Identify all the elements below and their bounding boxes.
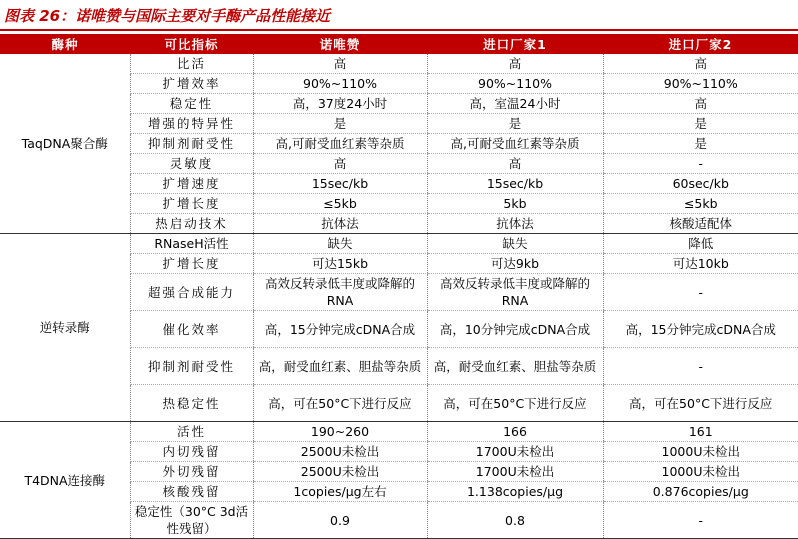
table-row — [0, 234, 798, 254]
table-row — [0, 422, 798, 442]
import1-cell: 166 — [427, 422, 603, 442]
header-import-1: 进口厂家1 — [427, 34, 603, 54]
import1-cell: 1700U未检出 — [427, 462, 603, 482]
vazyme-cell: 可达15kb — [253, 254, 427, 274]
indicator-cell: 稳定性 — [130, 94, 253, 114]
indicator-cell: 抑制剂耐受性 — [130, 348, 253, 385]
indicator-cell: 活性 — [130, 422, 253, 442]
import2-cell: ≤5kb — [603, 194, 798, 214]
group-name-t4: T4DNA连接酶 — [0, 422, 130, 539]
vazyme-cell: 190~260 — [253, 422, 427, 442]
indicator-cell: 扩增长度 — [130, 194, 253, 214]
indicator-cell: 核酸残留 — [130, 482, 253, 502]
import2-cell: 可达10kb — [603, 254, 798, 274]
import1-cell: 1.138copies/μg — [427, 482, 603, 502]
import2-cell: 0.876copies/μg — [603, 482, 798, 502]
import1-cell: 抗体法 — [427, 214, 603, 234]
indicator-cell: 稳定性（30°C 3d活性残留） — [130, 502, 253, 539]
import2-cell: 161 — [603, 422, 798, 442]
vazyme-cell: 高 — [253, 54, 427, 74]
vazyme-cell: 高 — [253, 154, 427, 174]
import2-cell: - — [603, 274, 798, 311]
import2-cell: 高 — [603, 94, 798, 114]
indicator-cell: 灵敏度 — [130, 154, 253, 174]
import1-cell: 1700U未检出 — [427, 442, 603, 462]
import1-cell: 高效反转录低丰度或降解的RNA — [427, 274, 603, 311]
vazyme-cell: 15sec/kb — [253, 174, 427, 194]
indicator-cell: 扩增效率 — [130, 74, 253, 94]
import1-cell: 0.8 — [427, 502, 603, 539]
import1-cell: 15sec/kb — [427, 174, 603, 194]
import1-cell: 高 — [427, 154, 603, 174]
import1-cell: 高 — [427, 54, 603, 74]
vazyme-cell: 2500U未检出 — [253, 462, 427, 482]
vazyme-cell: 90%~110% — [253, 74, 427, 94]
table-row — [0, 54, 798, 74]
indicator-cell: 催化效率 — [130, 311, 253, 348]
indicator-cell: 扩增长度 — [130, 254, 253, 274]
vazyme-cell: 高,可耐受血红素等杂质 — [253, 134, 427, 154]
vazyme-cell: 高效反转录低丰度或降解的RNA — [253, 274, 427, 311]
header-row — [0, 34, 798, 54]
vazyme-cell: 是 — [253, 114, 427, 134]
vazyme-cell: ≤5kb — [253, 194, 427, 214]
vazyme-cell: 高，37度24小时 — [253, 94, 427, 114]
vazyme-cell: 缺失 — [253, 234, 427, 254]
header-import-2: 进口厂家2 — [603, 34, 798, 54]
import2-cell: 核酸适配体 — [603, 214, 798, 234]
import2-cell: - — [603, 154, 798, 174]
import1-cell: 5kb — [427, 194, 603, 214]
indicator-cell: 超强合成能力 — [130, 274, 253, 311]
import2-cell: 60sec/kb — [603, 174, 798, 194]
indicator-cell: 抑制剂耐受性 — [130, 134, 253, 154]
import2-cell: 降低 — [603, 234, 798, 254]
group-name-rt: 逆转录酶 — [0, 234, 130, 422]
indicator-cell: 外切残留 — [130, 462, 253, 482]
import2-cell: 高 — [603, 54, 798, 74]
import2-cell: 是 — [603, 134, 798, 154]
import2-cell: 高，15分钟完成cDNA合成 — [603, 311, 798, 348]
vazyme-cell: 高，耐受血红素、胆盐等杂质 — [253, 348, 427, 385]
import1-cell: 高，可在50°C下进行反应 — [427, 385, 603, 422]
import1-cell: 高，室温24小时 — [427, 94, 603, 114]
group-name-taq: TaqDNA聚合酶 — [0, 54, 130, 234]
vazyme-cell: 0.9 — [253, 502, 427, 539]
header-enzyme: 酶种 — [0, 34, 130, 54]
header-vazyme: 诺唯赞 — [253, 34, 427, 54]
vazyme-cell: 高，15分钟完成cDNA合成 — [253, 311, 427, 348]
import2-cell: 90%~110% — [603, 74, 798, 94]
indicator-cell: 热启动技术 — [130, 214, 253, 234]
import1-cell: 缺失 — [427, 234, 603, 254]
comparison-table — [0, 34, 798, 539]
header-indicator: 可比指标 — [130, 34, 253, 54]
import2-cell: 1000U未检出 — [603, 442, 798, 462]
import1-cell: 高，10分钟完成cDNA合成 — [427, 311, 603, 348]
vazyme-cell: 抗体法 — [253, 214, 427, 234]
import2-cell: 是 — [603, 114, 798, 134]
import2-cell: 1000U未检出 — [603, 462, 798, 482]
figure-title: 图表 26：诺唯赞与国际主要对手酶产品性能接近 — [4, 7, 331, 25]
import1-cell: 高,可耐受血红素等杂质 — [427, 134, 603, 154]
indicator-cell: RNaseH活性 — [130, 234, 253, 254]
vazyme-cell: 1copies/μg左右 — [253, 482, 427, 502]
import1-cell: 高，耐受血红素、胆盐等杂质 — [427, 348, 603, 385]
indicator-cell: 增强的特异性 — [130, 114, 253, 134]
import2-cell: - — [603, 348, 798, 385]
import1-cell: 90%~110% — [427, 74, 603, 94]
indicator-cell: 热稳定性 — [130, 385, 253, 422]
import2-cell: - — [603, 502, 798, 539]
vazyme-cell: 高，可在50°C下进行反应 — [253, 385, 427, 422]
indicator-cell: 内切残留 — [130, 442, 253, 462]
indicator-cell: 扩增速度 — [130, 174, 253, 194]
vazyme-cell: 2500U未检出 — [253, 442, 427, 462]
indicator-cell: 比活 — [130, 54, 253, 74]
import1-cell: 是 — [427, 114, 603, 134]
title-rule — [0, 29, 798, 31]
import2-cell: 高，可在50°C下进行反应 — [603, 385, 798, 422]
import1-cell: 可达9kb — [427, 254, 603, 274]
